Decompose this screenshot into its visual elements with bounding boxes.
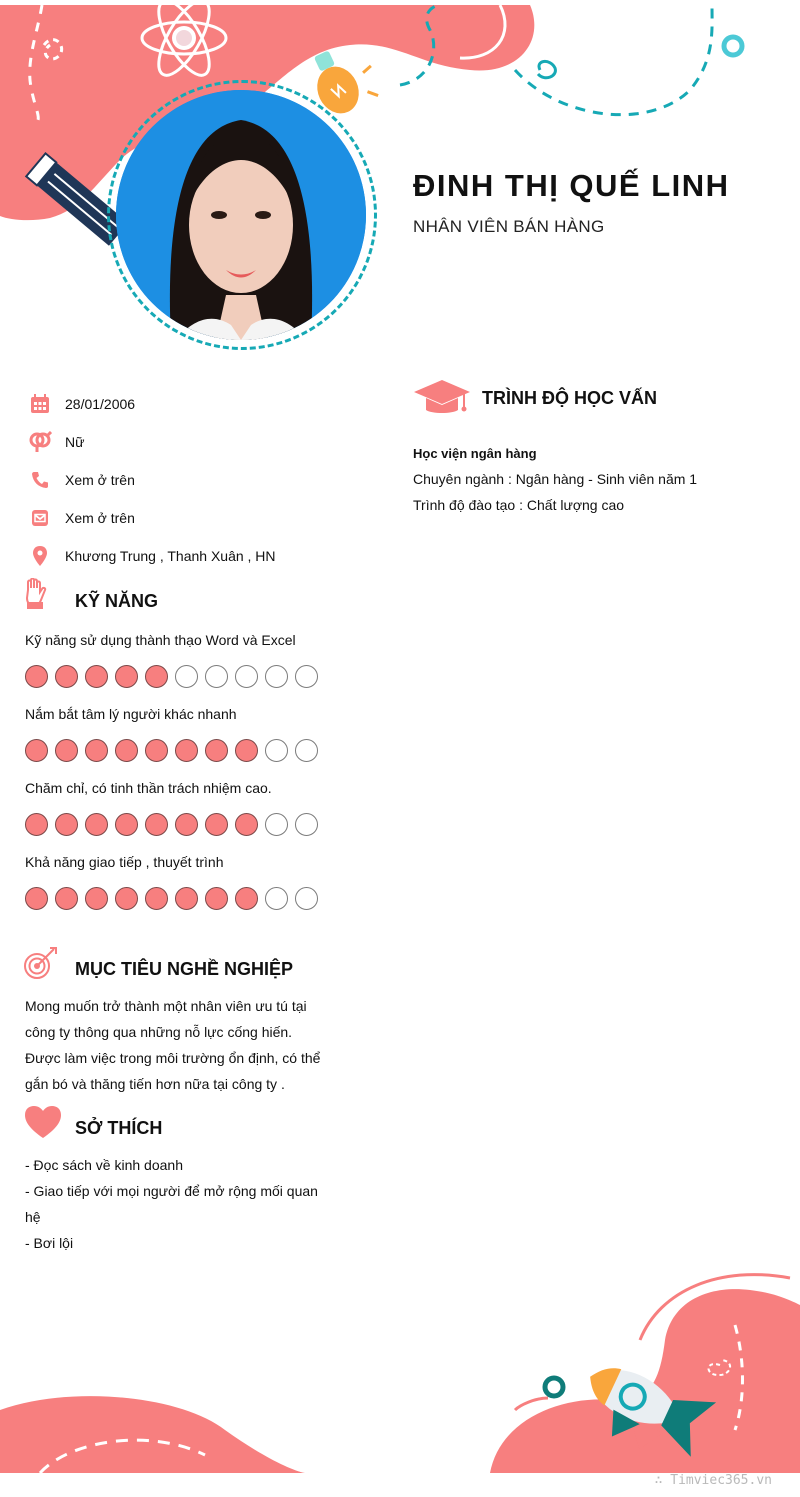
rating-dot-empty — [295, 665, 318, 688]
objective-line: gắn bó và thăng tiến hơn nữa tại công ty . — [25, 1076, 285, 1092]
skill-name: Nắm bắt tâm lý người khác nhanh — [25, 706, 237, 722]
education-title: TRÌNH ĐỘ HỌC VẤN — [482, 388, 657, 408]
hobbies-text — [25, 1152, 325, 1256]
objective-line: Mong muốn trở thành một nhân viên ưu tú tại — [25, 998, 307, 1014]
address-text: Khương Trung , Thanh Xuân , HN — [65, 548, 276, 564]
rating-dot-empty — [295, 739, 318, 762]
objective-line: công ty thông qua những nỗ lực cống hiến. — [25, 1024, 293, 1040]
education-level: Trình độ đào tạo : Chất lượng cao — [413, 497, 625, 513]
gender-icon — [28, 430, 52, 454]
job-title: NHÂN VIÊN BÁN HÀNG — [413, 217, 605, 236]
rating-dot-empty — [265, 739, 288, 762]
rating-dot-filled — [115, 813, 138, 836]
rating-dot-filled — [85, 813, 108, 836]
objective-line: Được làm việc trong môi trường ổn định, có thể — [25, 1050, 321, 1066]
skill-rating — [25, 813, 325, 836]
rating-dot-filled — [145, 887, 168, 910]
rating-dot-filled — [25, 739, 48, 762]
skill-item — [25, 704, 325, 778]
contact-phone — [28, 461, 348, 499]
target-icon — [24, 946, 58, 985]
skill-item — [25, 630, 325, 704]
watermark: ∴ Timviec365.vn — [654, 1473, 772, 1488]
candidate-name: ĐINH THỊ QUẾ LINH — [413, 168, 730, 203]
rating-dot-filled — [235, 739, 258, 762]
calendar-icon — [28, 392, 52, 416]
objective-title: MỤC TIÊU NGHỀ NGHIỆP — [75, 959, 294, 979]
rating-dot-filled — [25, 813, 48, 836]
skill-name: Chăm chỉ, có tinh thần trách nhiệm cao. — [25, 780, 272, 796]
location-icon — [28, 544, 52, 568]
contact-info — [28, 385, 348, 575]
education-school: Học viện ngân hàng — [413, 446, 537, 461]
rating-dot-filled — [115, 665, 138, 688]
email-text: Xem ở trên — [65, 510, 135, 526]
skill-rating — [25, 739, 325, 762]
email-icon — [28, 506, 52, 530]
heart-icon — [24, 1105, 62, 1144]
hobbies-title: SỞ THÍCH — [75, 1118, 163, 1138]
rating-dot-empty — [205, 665, 228, 688]
skill-rating — [25, 887, 325, 910]
rating-dot-filled — [145, 665, 168, 688]
avatar — [116, 90, 366, 340]
rating-dot-filled — [205, 739, 228, 762]
phone-icon — [28, 468, 52, 492]
hand-icon — [24, 578, 48, 615]
rating-dot-empty — [235, 665, 258, 688]
rating-dot-filled — [25, 665, 48, 688]
rating-dot-filled — [85, 887, 108, 910]
rating-dot-filled — [85, 739, 108, 762]
skill-name: Khả năng giao tiếp , thuyết trình — [25, 854, 224, 870]
rating-dot-filled — [175, 887, 198, 910]
rating-dot-empty — [265, 887, 288, 910]
rating-dot-empty — [295, 887, 318, 910]
contact-gender — [28, 423, 348, 461]
hobby-line: hệ — [25, 1209, 41, 1225]
hobby-line: - Giao tiếp với mọi người để mở rộng mối quan — [25, 1183, 318, 1199]
rating-dot-empty — [295, 813, 318, 836]
rating-dot-filled — [55, 887, 78, 910]
gender-text: Nữ — [65, 434, 85, 450]
hobby-line: - Bơi lội — [25, 1235, 74, 1251]
rating-dot-filled — [115, 739, 138, 762]
phone-text: Xem ở trên — [65, 472, 135, 488]
rating-dot-filled — [235, 887, 258, 910]
rating-dot-filled — [205, 887, 228, 910]
rating-dot-empty — [265, 665, 288, 688]
skill-item — [25, 852, 325, 926]
rating-dot-empty — [265, 813, 288, 836]
rating-dot-filled — [55, 813, 78, 836]
skill-rating — [25, 665, 325, 688]
rating-dot-empty — [175, 665, 198, 688]
skill-item — [25, 778, 325, 852]
rating-dot-filled — [145, 813, 168, 836]
contact-address — [28, 537, 348, 575]
rating-dot-filled — [235, 813, 258, 836]
objective-text — [25, 993, 325, 1097]
birthday-text: 28/01/2006 — [65, 396, 136, 412]
hobby-line: - Đọc sách về kinh doanh — [25, 1157, 183, 1173]
education-major: Chuyên ngành : Ngân hàng - Sinh viên năm 1 — [413, 471, 698, 487]
rating-dot-filled — [25, 887, 48, 910]
rating-dot-filled — [55, 665, 78, 688]
rating-dot-filled — [175, 813, 198, 836]
rating-dot-filled — [115, 887, 138, 910]
skills-list — [25, 630, 325, 926]
rating-dot-filled — [205, 813, 228, 836]
rating-dot-filled — [55, 739, 78, 762]
graduation-cap-icon — [414, 380, 470, 421]
skill-name: Kỹ năng sử dụng thành thạo Word và Excel — [25, 632, 296, 648]
skills-title: KỸ NĂNG — [75, 591, 159, 611]
rating-dot-filled — [85, 665, 108, 688]
rating-dot-filled — [175, 739, 198, 762]
contact-email — [28, 499, 348, 537]
rating-dot-filled — [145, 739, 168, 762]
contact-birthday — [28, 385, 348, 423]
